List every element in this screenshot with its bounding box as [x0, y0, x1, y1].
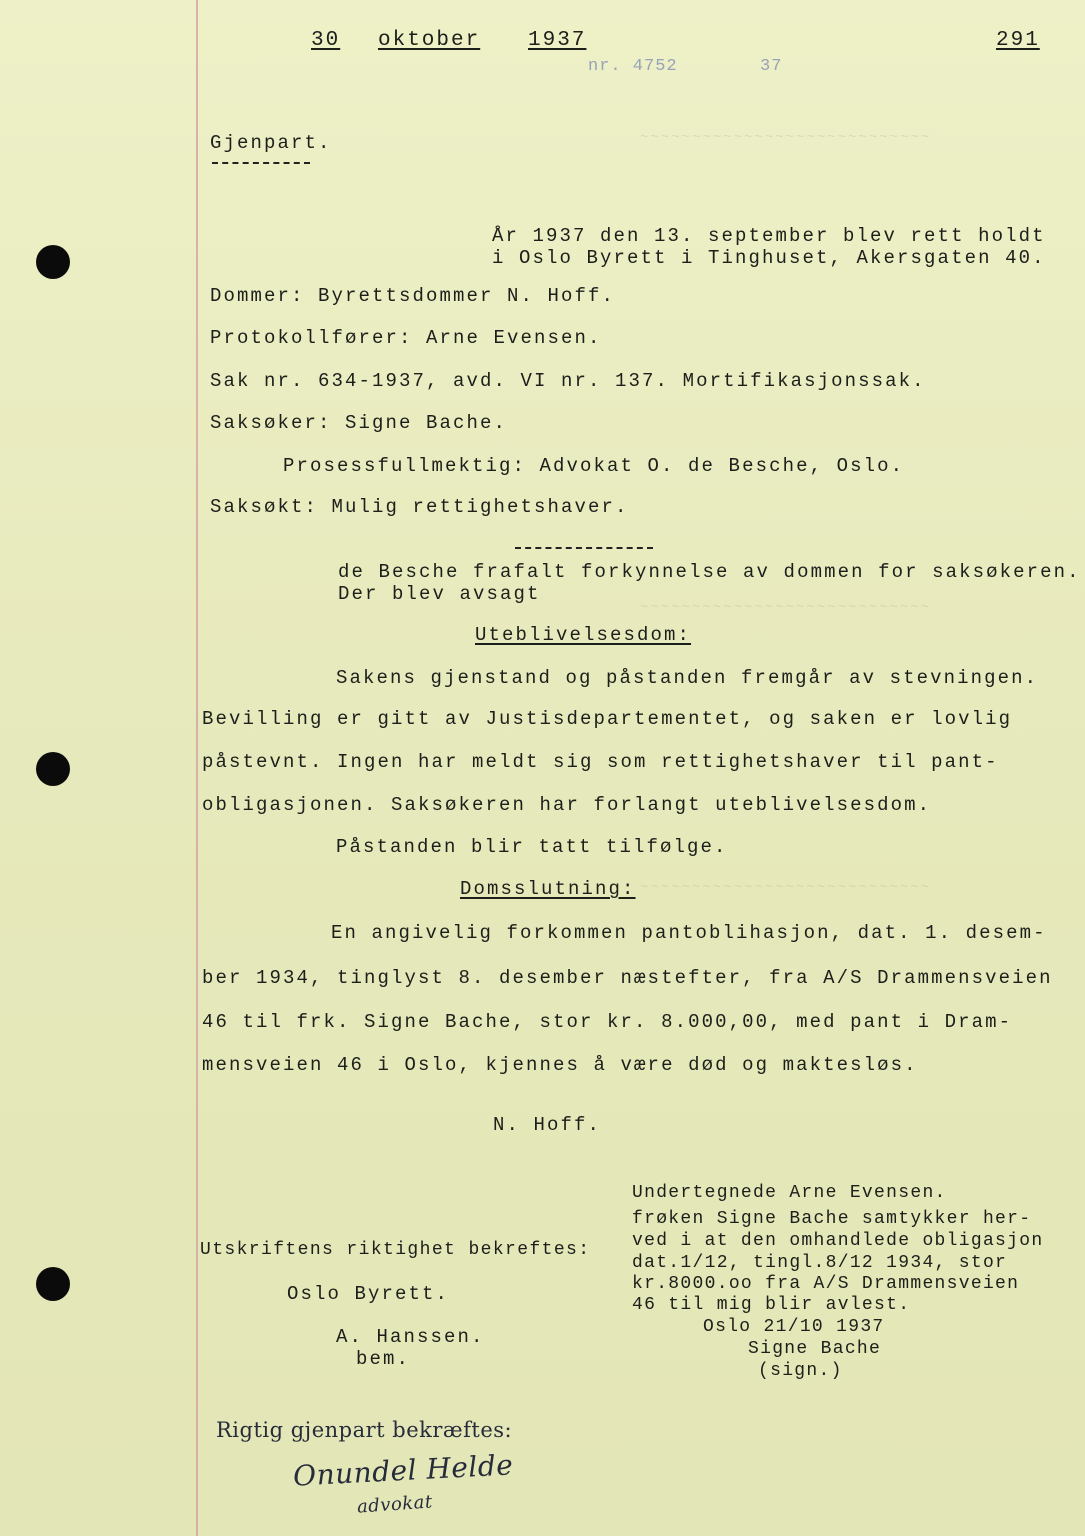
judgment-line: påstevnt. Ingen har meldt sig som rettighetshaver til pant- — [202, 751, 999, 773]
certification-title: bem. — [356, 1348, 411, 1370]
stamp-number: nr. 4752 — [588, 57, 678, 76]
consent-place-date: Oslo 21/10 1937 — [703, 1317, 885, 1337]
judgment-heading: Uteblivelsesdom: — [475, 624, 692, 646]
judgment-line: Påstanden blir tatt tilfølge. — [336, 836, 728, 858]
judgment-line: Bevilling er gitt av Justisdepartementet, og saken er lovlig — [202, 708, 1013, 730]
page-number: 291 — [996, 29, 1040, 52]
judgment-line: Sakens gjenstand og påstanden fremgår av stevningen. — [336, 667, 1039, 689]
punch-hole-bottom — [36, 1267, 70, 1301]
consent-line: frøken Signe Bache samtykker her- — [632, 1209, 1032, 1229]
certification-line: Utskriftens riktighet bekreftes: — [200, 1240, 591, 1260]
header-month: oktober — [378, 29, 481, 52]
consent-line: kr.8000.oo fra A/S Drammensveien — [632, 1274, 1020, 1294]
opening-line-2: i Oslo Byrett i Tinghuset, Akersgaten 40. — [492, 247, 1046, 269]
case-line: Sak nr. 634-1937, avd. VI nr. 137. Mortifikasjonssak. — [210, 370, 926, 392]
conclusion-line: 46 til frk. Signe Bache, stor kr. 8.000,00, med pant i Dram- — [202, 1011, 1013, 1033]
handwritten-signature: Onundel Helde — [292, 1448, 515, 1493]
waiver-line-1: de Besche frafalt forkynnelse av dommen for saksøkeren. — [338, 561, 1081, 583]
document-title: Gjenpart. — [210, 132, 332, 154]
header-year: 1937 — [528, 29, 587, 52]
certification-name: A. Hanssen. — [336, 1326, 485, 1348]
clerk-line: Protokollfører: Arne Evensen. — [210, 327, 602, 349]
conclusion-line: ber 1934, tinglyst 8. desember næstefter, fra A/S Drammensveien — [202, 967, 1053, 989]
waiver-line-2: Der blev avsagt — [338, 583, 541, 605]
header-day: 30 — [311, 29, 341, 52]
plaintiff-line: Saksøker: Signe Bache. — [210, 412, 508, 434]
consent-signer: Signe Bache — [748, 1339, 882, 1359]
punch-hole-middle — [36, 752, 70, 786]
consent-line: Undertegnede Arne Evensen. — [632, 1183, 947, 1203]
consent-line: dat.1/12, tingl.8/12 1934, stor — [632, 1253, 1008, 1273]
handwritten-confirmation: Rigtig gjenpart bekræftes: — [216, 1418, 513, 1442]
opening-line-1: År 1937 den 13. september blev rett holdt — [492, 225, 1046, 247]
bleed-through-text: ~~~~~~~~~~~~~~~~~~~~~~~~~~~~ — [640, 600, 932, 616]
red-margin-line — [196, 0, 198, 1536]
punch-hole-top — [36, 245, 70, 279]
judge-line: Dommer: Byrettsdommer N. Hoff. — [210, 285, 616, 307]
consent-line: 46 til mig blir avlest. — [632, 1295, 911, 1315]
conclusion-line: mensveien 46 i Oslo, kjennes å være død og maktesløs. — [202, 1054, 918, 1076]
conclusion-line: En angivelig forkommen pantoblihasjon, dat. 1. desem- — [331, 922, 1047, 944]
judgment-line: obligasjonen. Saksøkeren har forlangt uteblivelsesdom. — [202, 794, 932, 816]
section-separator — [515, 547, 653, 549]
title-rule — [212, 162, 310, 164]
certification-court: Oslo Byrett. — [287, 1283, 450, 1305]
conclusion-heading: Domsslutning: — [460, 878, 636, 900]
bleed-through-text: ~~~~~~~~~~~~~~~~~~~~~~~~~~~~ — [640, 880, 932, 896]
attorney-line: Prosessfullmektig: Advokat O. de Besche, Oslo. — [283, 455, 905, 477]
stamp-year: 37 — [760, 57, 783, 76]
defendant-line: Saksøkt: Mulig rettighetshaver. — [210, 496, 629, 518]
consent-line: ved i at den omhandlede obligasjon — [632, 1231, 1044, 1251]
judge-signature: N. Hoff. — [493, 1114, 602, 1136]
handwritten-role: advokat — [356, 1491, 434, 1518]
consent-signed-note: (sign.) — [758, 1361, 843, 1381]
bleed-through-text: ~~~~~~~~~~~~~~~~~~~~~~~~~~~~ — [640, 130, 932, 146]
